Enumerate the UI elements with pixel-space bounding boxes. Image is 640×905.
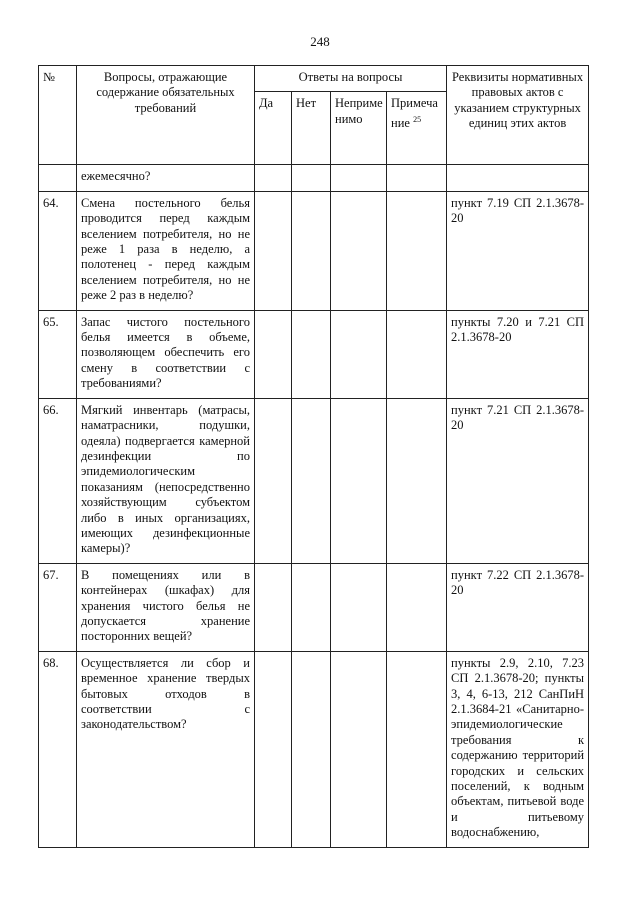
answer-yes-cell[interactable]: [255, 398, 292, 563]
row-question: В помещениях или в контейнерах (шкафах) для хранения чистого белья не допускается хранение посторонних вещей?: [77, 563, 255, 651]
answer-note-cell[interactable]: [387, 563, 447, 651]
header-note-label: Примеча ние: [391, 96, 438, 130]
answer-na-cell[interactable]: [331, 563, 387, 651]
cell-empty: [255, 165, 292, 191]
row-number: 67.: [39, 563, 77, 651]
cell-empty: [292, 165, 331, 191]
row-requisites: пункт 7.19 СП 2.1.3678-20: [447, 191, 589, 310]
table-row: [39, 310, 589, 398]
cell-empty: [39, 165, 77, 191]
answer-yes-cell[interactable]: [255, 563, 292, 651]
table-row: [39, 563, 589, 651]
answer-note-cell[interactable]: [387, 398, 447, 563]
answer-na-cell[interactable]: [331, 651, 387, 847]
table-row: [39, 398, 589, 563]
cell-empty: [447, 165, 589, 191]
answer-no-cell[interactable]: [292, 310, 331, 398]
answer-na-cell[interactable]: [331, 398, 387, 563]
answer-no-cell[interactable]: [292, 563, 331, 651]
row-requisites: пункт 7.21 СП 2.1.3678-20: [447, 398, 589, 563]
row-number: 66.: [39, 398, 77, 563]
answer-yes-cell[interactable]: [255, 191, 292, 310]
header-yes: Да: [255, 92, 292, 165]
header-not-applicable: Неприме нимо: [331, 92, 387, 165]
continuation-row: [39, 165, 589, 191]
row-question: Смена постельного белья проводится перед каждым вселением потребителя, но не реже 1 раза в неделю, а полотенец - перед каждым вселением потребителя, но не реже 2 раз в неделю?: [77, 191, 255, 310]
row-requisites: пункты 2.9, 2.10, 7.23 СП 2.1.3678-20; пункты 3, 4, 6-13, 212 СанПиН 2.1.3684-21 «Санитарно-эпидемиологические требования к содержанию территорий городских и сельских поселений, к водным объектам, питьевой воде и питьевому водоснабжению,: [447, 651, 589, 847]
header-answers: Ответы на вопросы: [255, 66, 447, 92]
answer-yes-cell[interactable]: [255, 310, 292, 398]
row-question: Запас чистого постельного белья имеется в объеме, позволяющем обеспечить его смену в соответствии с требованиями?: [77, 310, 255, 398]
header-questions: Вопросы, отражающие содержание обязательных требований: [77, 66, 255, 165]
page-number: 248: [310, 34, 330, 49]
row-requisites: пункт 7.22 СП 2.1.3678-20: [447, 563, 589, 651]
answer-note-cell[interactable]: [387, 651, 447, 847]
row-number: 68.: [39, 651, 77, 847]
row-requisites: пункты 7.20 и 7.21 СП 2.1.3678-20: [447, 310, 589, 398]
header-num: №: [39, 66, 77, 165]
cell-empty: [387, 165, 447, 191]
answer-yes-cell[interactable]: [255, 651, 292, 847]
header-no: Нет: [292, 92, 331, 165]
answer-no-cell[interactable]: [292, 191, 331, 310]
table-row: [39, 191, 589, 310]
row-question: Мягкий инвентарь (матрасы, наматрасники, подушки, одеяла) подвергается камерной дезинфекции по эпидемиологическим показаниям (непосредственно хозяйствующим субъектом либо в иных организациях, имеющих дезинфекционные камеры)?: [77, 398, 255, 563]
row-question: Осуществляется ли сбор и временное хранение твердых бытовых отходов в соответствии с законодательством?: [77, 651, 255, 847]
header-note-footnote: 25: [413, 114, 422, 124]
answer-na-cell[interactable]: [331, 310, 387, 398]
row-number: 64.: [39, 191, 77, 310]
answer-na-cell[interactable]: [331, 191, 387, 310]
row-number: 65.: [39, 310, 77, 398]
cell-empty: [331, 165, 387, 191]
answer-note-cell[interactable]: [387, 191, 447, 310]
requirements-table: [38, 65, 589, 848]
answer-no-cell[interactable]: [292, 398, 331, 563]
header-note: [387, 92, 447, 165]
continuation-text: ежемесячно?: [77, 165, 255, 191]
header-row: [39, 66, 589, 92]
table-row: [39, 651, 589, 847]
answer-note-cell[interactable]: [387, 310, 447, 398]
answer-no-cell[interactable]: [292, 651, 331, 847]
header-requisites: Реквизиты нормативных правовых актов с указанием структурных единиц этих актов: [447, 66, 589, 165]
